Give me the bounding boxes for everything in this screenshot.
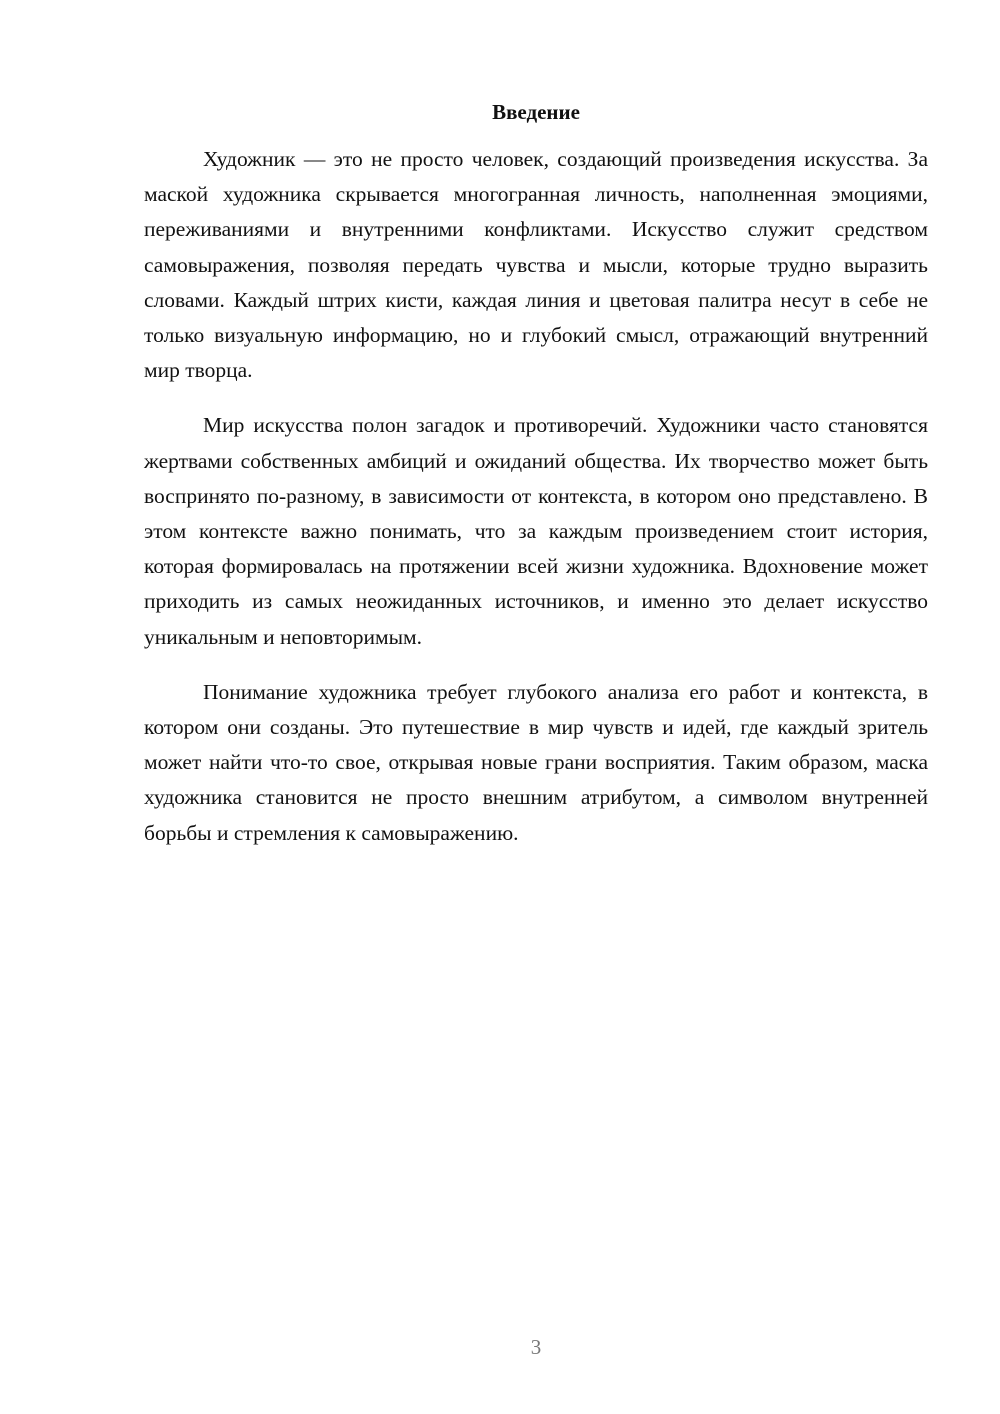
page-number: 3 (530, 1335, 542, 1359)
paragraph-3: Понимание художника требует глубокого анализа его работ и контекста, в котором они созданы. Это путешествие в мир чувств и идей, где каждый зритель может найти что-то свое, открывая новые грани восприятия. Таким образом, маска художника становится не просто внешним атрибутом, а символом внутренней борьбы и стремления к самовыражению. (144, 679, 928, 845)
paragraph-1: Художник — это не просто человек, создающий произведения искусства. За маской художника скрывается многогранная личность, наполненная эмоциями, переживаниями и внутренними конфликтами. Искусство служит средством самовыражения, позволяя передать чувства и мысли, которые трудно выразить словами. Каждый штрих кисти, каждая линия и цветовая палитра несут в себе не только визуальную информацию, но и глубокий смысл, отражающий внутренний мир творца. (144, 147, 928, 383)
paragraph-2: Мир искусства полон загадок и противоречий. Художники часто становятся жертвами собственных амбиций и ожиданий общества. Их творчество может быть воспринято по-разному, в зависимости от контекста, в котором оно представлено. В этом контексте важно понимать, что за каждым произведением стоит история, которая формировалась на протяжении всей жизни художника. Вдохновение может приходить из самых неожиданных источников, и именно это делает искусство уникальным и неповторимым. (144, 413, 928, 649)
document-body (144, 142, 928, 871)
page-title: Введение (492, 100, 580, 124)
